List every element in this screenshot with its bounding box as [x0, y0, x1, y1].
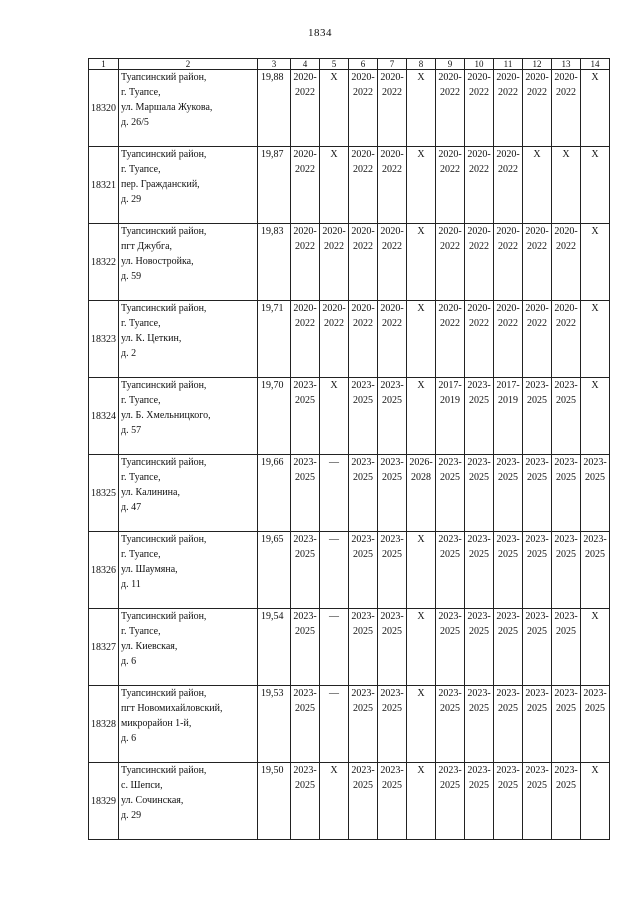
period-cell: X: [320, 147, 349, 224]
period-cell: X: [581, 301, 610, 378]
area-cell: 19,87: [258, 147, 291, 224]
period-cell: 2023- 2025: [494, 763, 523, 840]
period-cell: 2023- 2025: [581, 532, 610, 609]
period-cell: 2020- 2022: [378, 301, 407, 378]
period-cell: 2023- 2025: [494, 686, 523, 763]
address-cell: Туапсинский район, с. Шепси, ул. Сочинская, д. 29: [119, 763, 258, 840]
page-number: 1834: [308, 27, 332, 39]
period-cell: 2020- 2022: [465, 70, 494, 147]
row-number: 18320: [89, 70, 119, 147]
column-header: 5: [320, 59, 349, 70]
column-header: 3: [258, 59, 291, 70]
period-cell: X: [320, 70, 349, 147]
period-cell: 2023- 2025: [291, 532, 320, 609]
period-cell: 2023- 2025: [465, 763, 494, 840]
area-cell: 19,50: [258, 763, 291, 840]
period-cell: 2020- 2022: [320, 301, 349, 378]
period-cell: 2020- 2022: [436, 70, 465, 147]
period-cell: 2023- 2025: [291, 378, 320, 455]
address-cell: Туапсинский район, г. Туапсе, ул. Киевская, д. 6: [119, 609, 258, 686]
period-cell: 2023- 2025: [378, 532, 407, 609]
address-cell: Туапсинский район, пгт Джубга, ул. Новостройка, д. 59: [119, 224, 258, 301]
address-cell: Туапсинский район, г. Туапсе, пер. Гражданский, д. 29: [119, 147, 258, 224]
period-cell: —: [320, 455, 349, 532]
period-cell: X: [523, 147, 552, 224]
table-row: [89, 609, 610, 686]
column-header: 2: [119, 59, 258, 70]
table-row: [89, 70, 610, 147]
period-cell: 2023- 2025: [552, 686, 581, 763]
period-cell: X: [407, 301, 436, 378]
row-number: 18327: [89, 609, 119, 686]
table-row: [89, 224, 610, 301]
period-cell: 2023- 2025: [581, 686, 610, 763]
table-row: [89, 532, 610, 609]
period-cell: 2023- 2025: [465, 378, 494, 455]
period-cell: X: [320, 763, 349, 840]
address-cell: Туапсинский район, г. Туапсе, ул. Калинина, д. 47: [119, 455, 258, 532]
period-cell: X: [407, 147, 436, 224]
period-cell: 2020- 2022: [378, 70, 407, 147]
period-cell: 2023- 2025: [552, 455, 581, 532]
period-cell: 2020- 2022: [523, 224, 552, 301]
area-cell: 19,65: [258, 532, 291, 609]
column-header: 1: [89, 59, 119, 70]
period-cell: 2020- 2022: [378, 224, 407, 301]
period-cell: 2020- 2022: [436, 301, 465, 378]
period-cell: 2020- 2022: [349, 224, 378, 301]
period-cell: X: [581, 763, 610, 840]
column-header: 6: [349, 59, 378, 70]
table-row: [89, 147, 610, 224]
row-number: 18329: [89, 763, 119, 840]
period-cell: 2026- 2028: [407, 455, 436, 532]
period-cell: X: [581, 609, 610, 686]
period-cell: 2023- 2025: [291, 455, 320, 532]
period-cell: 2023- 2025: [552, 378, 581, 455]
period-cell: X: [407, 763, 436, 840]
period-cell: 2023- 2025: [378, 378, 407, 455]
period-cell: 2020- 2022: [523, 70, 552, 147]
period-cell: 2023- 2025: [436, 532, 465, 609]
period-cell: —: [320, 532, 349, 609]
period-cell: 2023- 2025: [436, 455, 465, 532]
period-cell: 2020- 2022: [320, 224, 349, 301]
period-cell: —: [320, 609, 349, 686]
period-cell: 2020- 2022: [494, 301, 523, 378]
table-row: [89, 301, 610, 378]
row-number: 18326: [89, 532, 119, 609]
period-cell: 2023- 2025: [465, 686, 494, 763]
period-cell: X: [581, 70, 610, 147]
period-cell: 2020- 2022: [349, 147, 378, 224]
table-row: [89, 763, 610, 840]
period-cell: 2023- 2025: [436, 686, 465, 763]
period-cell: X: [581, 378, 610, 455]
period-cell: 2023- 2025: [523, 532, 552, 609]
period-cell: 2023- 2025: [465, 455, 494, 532]
area-cell: 19,83: [258, 224, 291, 301]
period-cell: 2017- 2019: [494, 378, 523, 455]
period-cell: 2023- 2025: [465, 609, 494, 686]
row-number: 18323: [89, 301, 119, 378]
period-cell: 2020- 2022: [494, 147, 523, 224]
period-cell: 2023- 2025: [523, 378, 552, 455]
period-cell: 2023- 2025: [349, 609, 378, 686]
period-cell: 2020- 2022: [436, 147, 465, 224]
period-cell: 2023- 2025: [494, 609, 523, 686]
period-cell: 2017- 2019: [436, 378, 465, 455]
period-cell: X: [581, 147, 610, 224]
period-cell: 2023- 2025: [552, 609, 581, 686]
area-cell: 19,66: [258, 455, 291, 532]
period-cell: 2023- 2025: [291, 763, 320, 840]
period-cell: 2020- 2022: [552, 70, 581, 147]
area-cell: 19,54: [258, 609, 291, 686]
column-header: 8: [407, 59, 436, 70]
area-cell: 19,88: [258, 70, 291, 147]
period-cell: 2023- 2025: [581, 455, 610, 532]
address-cell: Туапсинский район, пгт Новомихайловский, микрорайон 1-й, д. 6: [119, 686, 258, 763]
period-cell: 2023- 2025: [349, 378, 378, 455]
period-cell: 2023- 2025: [436, 609, 465, 686]
header-row: [89, 59, 610, 70]
period-cell: 2023- 2025: [378, 609, 407, 686]
period-cell: 2023- 2025: [349, 455, 378, 532]
row-number: 18321: [89, 147, 119, 224]
row-number: 18328: [89, 686, 119, 763]
period-cell: 2020- 2022: [378, 147, 407, 224]
period-cell: X: [407, 224, 436, 301]
period-cell: 2023- 2025: [349, 686, 378, 763]
period-cell: 2023- 2025: [523, 763, 552, 840]
column-header: 4: [291, 59, 320, 70]
period-cell: 2020- 2022: [291, 147, 320, 224]
row-number: 18322: [89, 224, 119, 301]
column-header: 10: [465, 59, 494, 70]
period-cell: 2023- 2025: [552, 532, 581, 609]
address-cell: Туапсинский район, г. Туапсе, ул. К. Цеткин, д. 2: [119, 301, 258, 378]
period-cell: X: [407, 70, 436, 147]
period-cell: 2020- 2022: [465, 147, 494, 224]
period-cell: —: [320, 686, 349, 763]
period-cell: X: [552, 147, 581, 224]
period-cell: 2020- 2022: [552, 224, 581, 301]
table-body: [89, 59, 610, 840]
period-cell: X: [407, 532, 436, 609]
area-cell: 19,71: [258, 301, 291, 378]
period-cell: 2023- 2025: [291, 686, 320, 763]
period-cell: X: [581, 224, 610, 301]
period-cell: 2020- 2022: [291, 70, 320, 147]
period-cell: 2023- 2025: [436, 763, 465, 840]
period-cell: X: [407, 609, 436, 686]
period-cell: 2023- 2025: [494, 532, 523, 609]
period-cell: 2023- 2025: [523, 455, 552, 532]
period-cell: 2020- 2022: [552, 301, 581, 378]
period-cell: 2020- 2022: [436, 224, 465, 301]
period-cell: 2023- 2025: [523, 686, 552, 763]
period-cell: 2023- 2025: [378, 686, 407, 763]
period-cell: 2020- 2022: [349, 301, 378, 378]
period-cell: X: [407, 378, 436, 455]
period-cell: 2023- 2025: [494, 455, 523, 532]
address-cell: Туапсинский район, г. Туапсе, ул. Б. Хмельницкого, д. 57: [119, 378, 258, 455]
period-cell: 2023- 2025: [349, 532, 378, 609]
period-cell: 2023- 2025: [349, 763, 378, 840]
period-cell: 2020- 2022: [465, 224, 494, 301]
period-cell: 2020- 2022: [291, 301, 320, 378]
column-header: 13: [552, 59, 581, 70]
address-cell: Туапсинский район, г. Туапсе, ул. Шаумяна, д. 11: [119, 532, 258, 609]
area-cell: 19,53: [258, 686, 291, 763]
period-cell: 2020- 2022: [494, 70, 523, 147]
column-header: 12: [523, 59, 552, 70]
column-header: 9: [436, 59, 465, 70]
period-cell: 2023- 2025: [291, 609, 320, 686]
period-cell: 2020- 2022: [494, 224, 523, 301]
column-header: 7: [378, 59, 407, 70]
table-row: [89, 455, 610, 532]
table-row: [89, 378, 610, 455]
register-table: [88, 58, 610, 840]
period-cell: 2020- 2022: [349, 70, 378, 147]
period-cell: X: [320, 378, 349, 455]
table-row: [89, 686, 610, 763]
period-cell: 2023- 2025: [523, 609, 552, 686]
column-header: 14: [581, 59, 610, 70]
address-cell: Туапсинский район, г. Туапсе, ул. Маршала Жукова, д. 26/5: [119, 70, 258, 147]
period-cell: 2023- 2025: [378, 763, 407, 840]
period-cell: 2020- 2022: [523, 301, 552, 378]
area-cell: 19,70: [258, 378, 291, 455]
period-cell: 2020- 2022: [465, 301, 494, 378]
period-cell: 2023- 2025: [465, 532, 494, 609]
period-cell: 2020- 2022: [291, 224, 320, 301]
period-cell: X: [407, 686, 436, 763]
column-header: 11: [494, 59, 523, 70]
row-number: 18324: [89, 378, 119, 455]
row-number: 18325: [89, 455, 119, 532]
period-cell: 2023- 2025: [552, 763, 581, 840]
period-cell: 2023- 2025: [378, 455, 407, 532]
